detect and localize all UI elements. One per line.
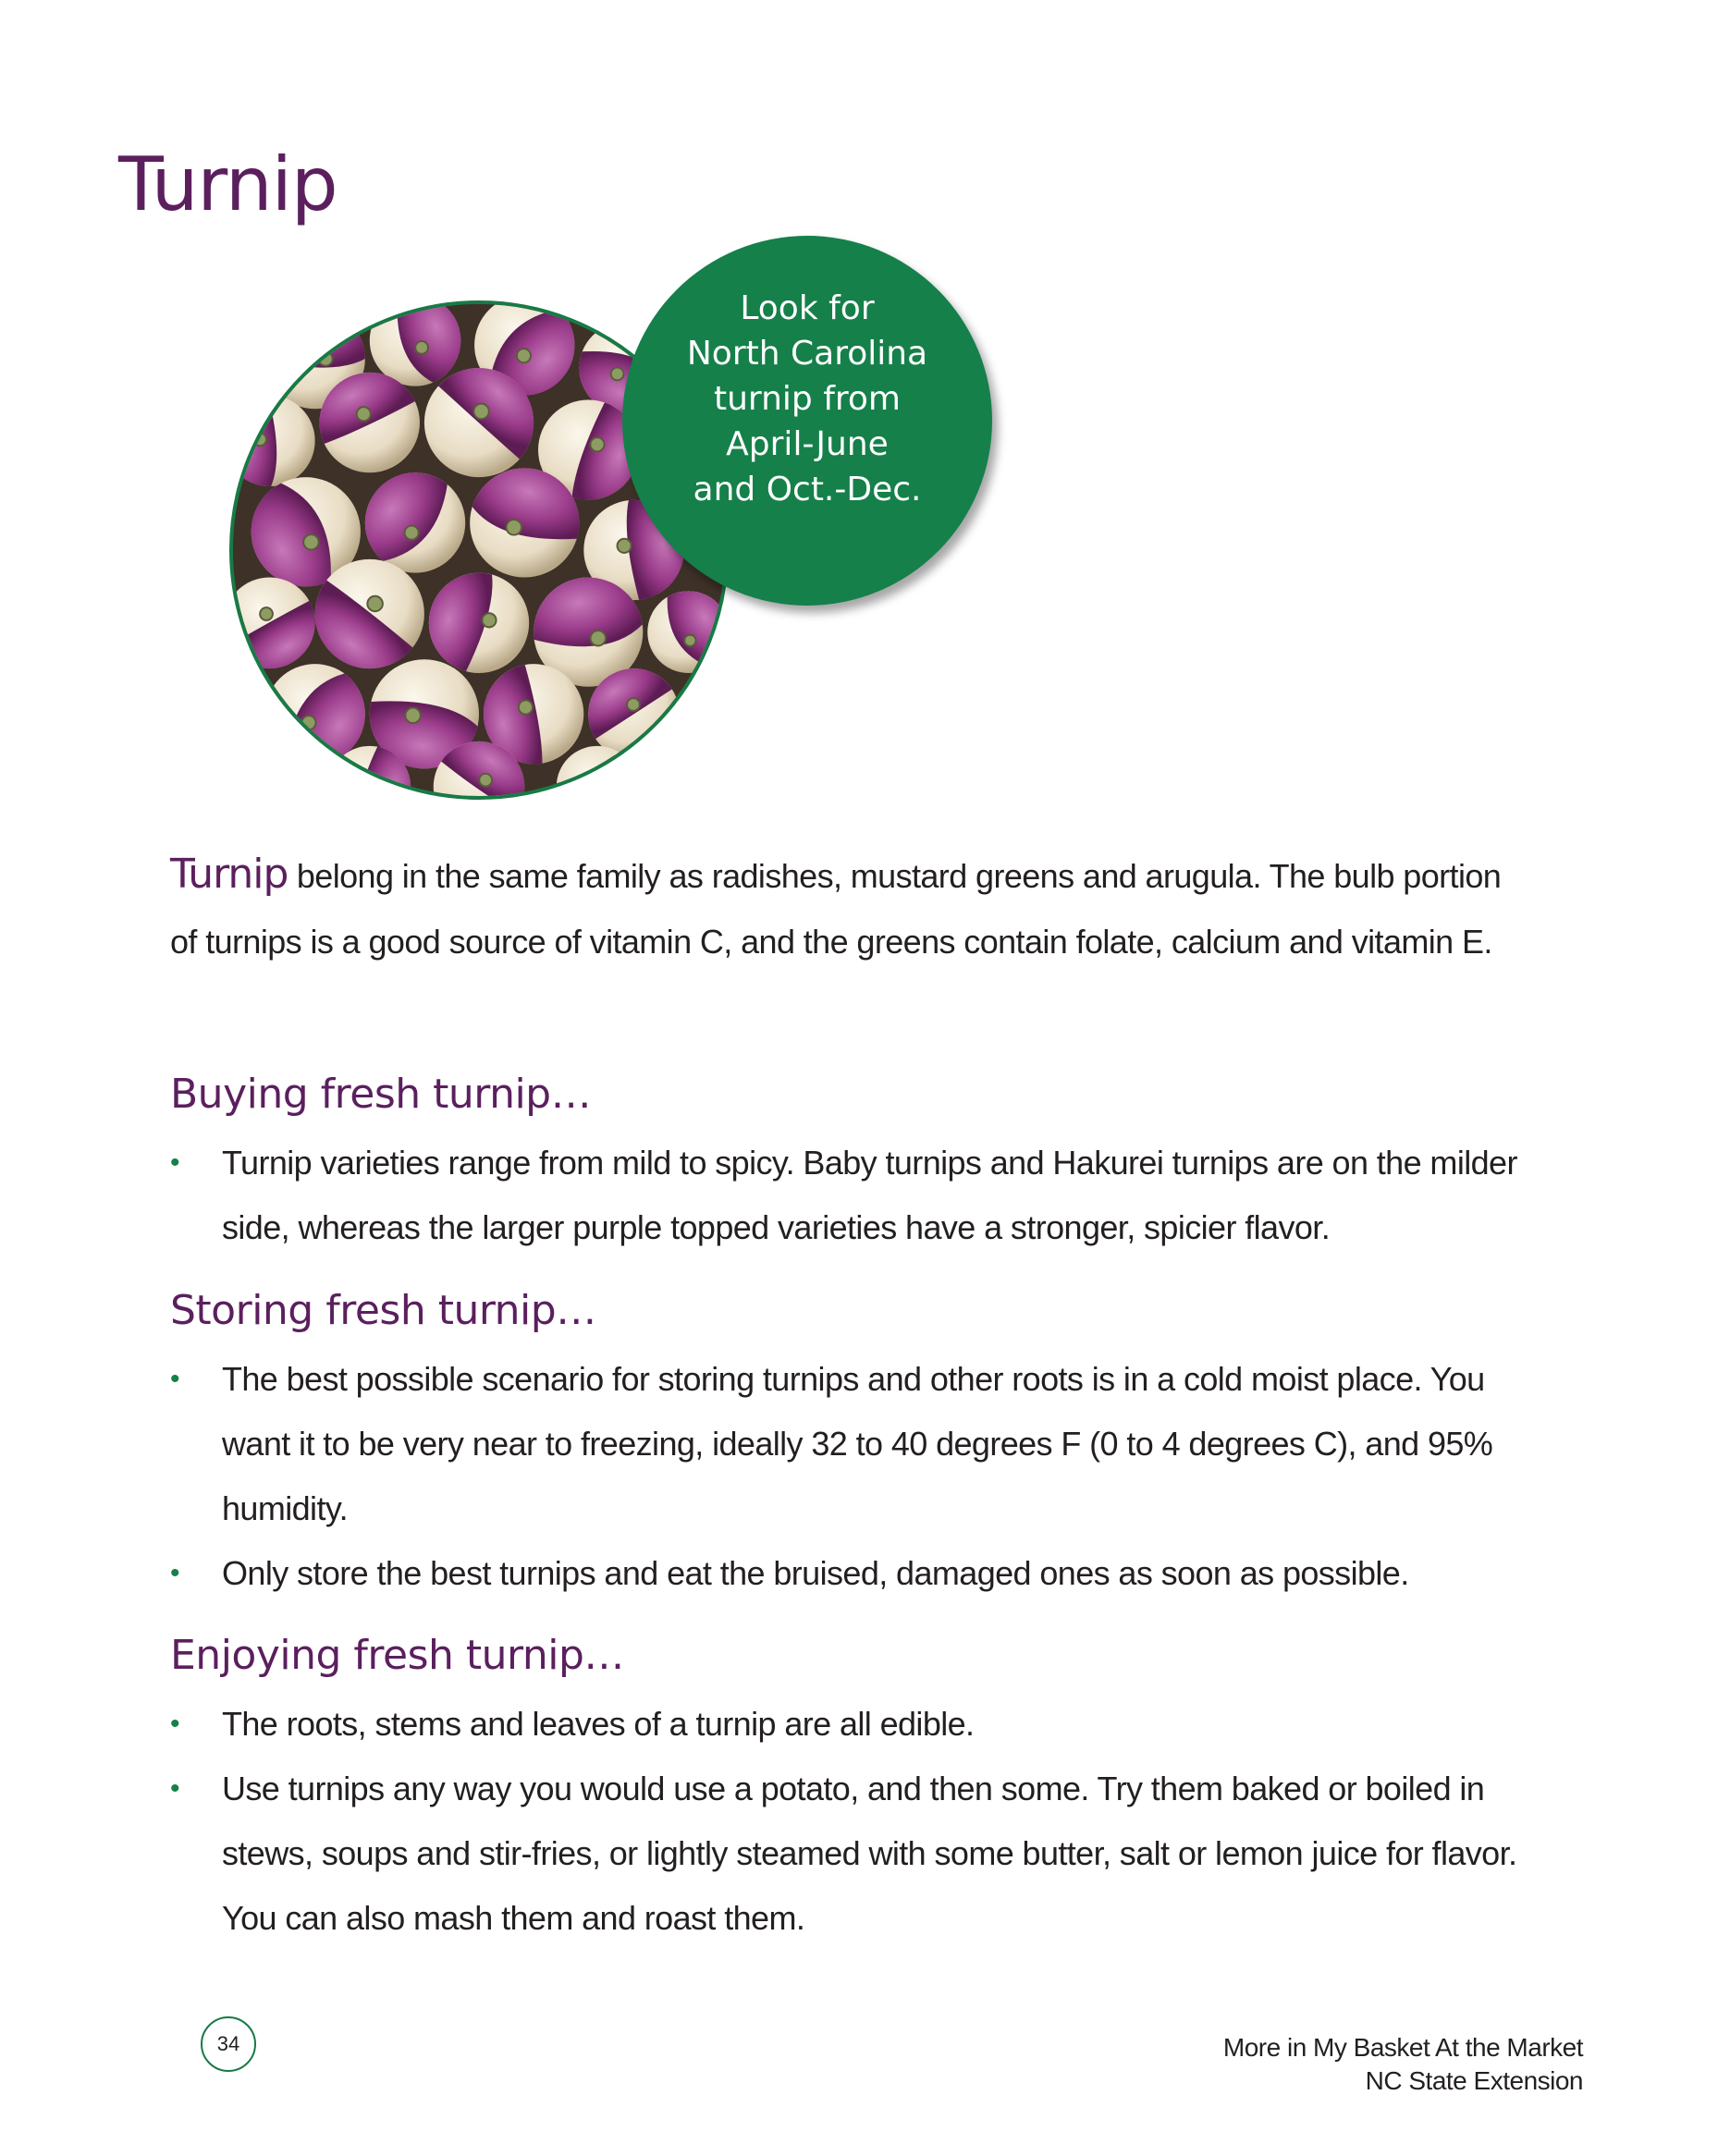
heading-enjoying: Enjoying fresh turnip… bbox=[170, 1632, 624, 1679]
turnip-stem bbox=[684, 635, 695, 646]
bullet-icon: • bbox=[170, 1709, 179, 1739]
bullet-icon: • bbox=[170, 1147, 179, 1178]
turnip-stem bbox=[473, 404, 489, 420]
list-item: • The roots, stems and leaves of a turnip are all edible. bbox=[170, 1692, 1529, 1757]
turnip-stem bbox=[507, 520, 522, 535]
turnip-stem bbox=[479, 774, 492, 787]
footer-publication: More in My Basket At the Market bbox=[1222, 2033, 1583, 2062]
turnip-stem bbox=[253, 433, 266, 446]
turnip-stem bbox=[590, 631, 606, 646]
bullet-icon: • bbox=[170, 1773, 179, 1804]
season-badge-text: Look for North Carolina turnip from April-June and Oct.-Dec. bbox=[686, 288, 928, 508]
list-storing bbox=[170, 1347, 1529, 1606]
intro-text: belong in the same family as radishes, mustard greens and arugula. The bulb portion of turnips is a good source of vitamin C, and the greens contain folate, calcium and vitamin E. bbox=[170, 857, 1502, 961]
turnip-stem bbox=[405, 526, 419, 540]
intro-lead-word: Turnip bbox=[170, 851, 288, 898]
turnip-stem bbox=[519, 700, 533, 714]
list-enjoying bbox=[170, 1692, 1529, 1951]
turnip-stem bbox=[373, 781, 384, 792]
turnip-purple-top bbox=[233, 395, 278, 487]
heading-storing: Storing fresh turnip… bbox=[170, 1287, 596, 1334]
turnip-stem bbox=[357, 407, 371, 421]
turnip-stem bbox=[301, 716, 315, 729]
list-buying bbox=[170, 1131, 1529, 1260]
intro-paragraph bbox=[170, 841, 1529, 974]
turnip-stem bbox=[590, 437, 604, 451]
turnip-stem bbox=[303, 534, 319, 550]
turnip-purple-top bbox=[264, 309, 364, 368]
turnip-stem bbox=[618, 539, 632, 553]
turnip-stem bbox=[611, 368, 624, 381]
page-title: Turnip bbox=[118, 141, 337, 227]
list-item: • Turnip varieties range from mild to spicy. Baby turnips and Hakurei turnips are on the milder side, whereas the larger purple topped varieties have a stronger, spicier flavor. bbox=[170, 1131, 1529, 1260]
list-item: • Only store the best turnips and eat the bruised, damaged ones as soon as possible. bbox=[170, 1541, 1529, 1606]
footer-publisher: NC State Extension bbox=[1365, 2066, 1583, 2095]
turnip-stem bbox=[405, 708, 421, 724]
turnip-stem bbox=[627, 698, 640, 711]
list-item: • The best possible scenario for storing turnips and other roots is in a cold moist place. You want it to be very near to freezing, ideally 32 to 40 degrees F (0 to 4 degrees C), and 95% humidity. bbox=[170, 1347, 1529, 1541]
turnip-stem bbox=[318, 352, 332, 366]
footer bbox=[1223, 2031, 1583, 2098]
heading-buying: Buying fresh turnip… bbox=[170, 1071, 592, 1118]
bullet-icon: • bbox=[170, 1364, 179, 1394]
turnip-stem bbox=[517, 349, 531, 362]
turnip-stem bbox=[367, 596, 383, 612]
season-badge bbox=[622, 236, 992, 606]
page-number: 34 bbox=[201, 2016, 256, 2072]
turnip-stem bbox=[415, 341, 428, 354]
turnip-stem bbox=[597, 788, 608, 796]
turnip-stem bbox=[260, 607, 273, 620]
bullet-icon: • bbox=[170, 1558, 179, 1588]
turnip-stem bbox=[482, 613, 496, 627]
list-item: • Use turnips any way you would use a potato, and then some. Try them baked or boiled in stews, soups and stir-fries, or lightly steamed with some butter, salt or lemon juice for flavor. You can also mash them and roast them. bbox=[170, 1757, 1529, 1951]
